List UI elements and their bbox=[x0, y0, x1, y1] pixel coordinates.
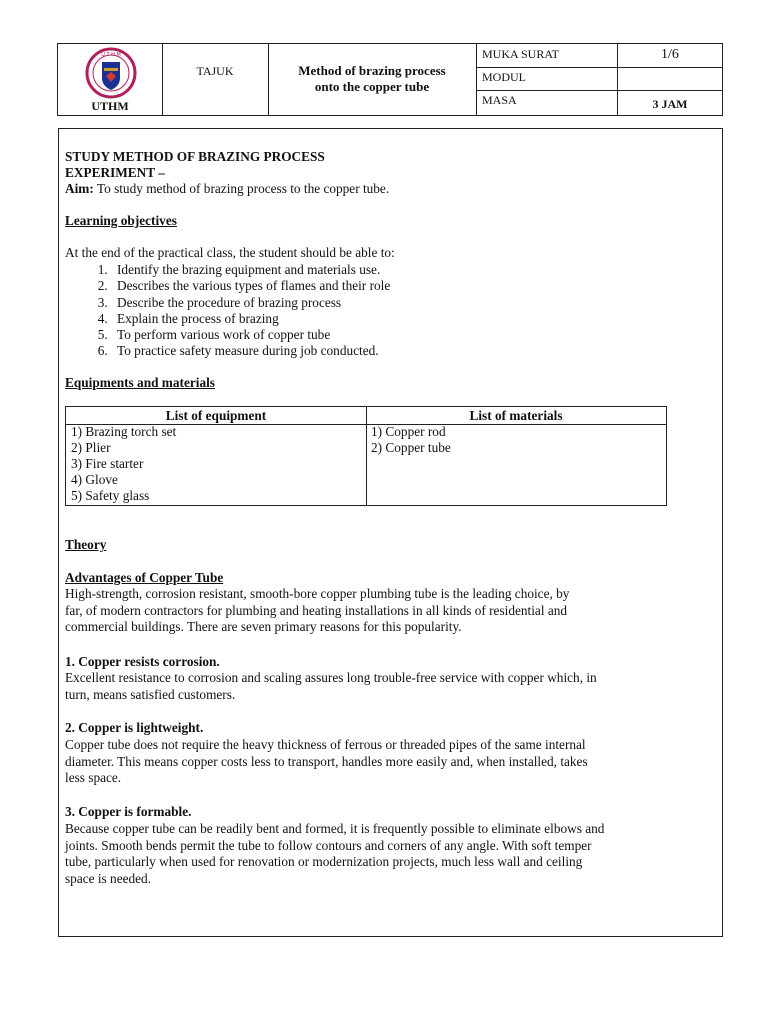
logo-cell bbox=[58, 44, 163, 115]
paragraph-line: less space. bbox=[65, 770, 122, 786]
meta-row-masa bbox=[476, 90, 722, 115]
title-cell bbox=[268, 44, 477, 115]
paragraph-line: joints. Smooth bends permit the tube to follow contours and corners of any angle. With soft temper bbox=[65, 837, 592, 853]
objectives-list bbox=[65, 262, 390, 360]
meta-label: MUKA SURAT bbox=[482, 47, 560, 61]
paragraph-line: space is needed. bbox=[65, 870, 152, 886]
paragraph-line: tube, particularly when used for renovation or modernization projects, much less wall and ceiling bbox=[65, 854, 583, 870]
document-header bbox=[57, 43, 723, 116]
meta-row-modul bbox=[476, 67, 722, 91]
paragraph-line: turn, means satisfied customers. bbox=[65, 686, 236, 702]
point1-paragraph bbox=[65, 670, 705, 703]
objective-item: 4. Explain the process of brazing bbox=[111, 311, 390, 327]
equipment-heading: Equipments and materials bbox=[65, 375, 215, 390]
point3-paragraph bbox=[65, 821, 705, 887]
point3-heading: 3. Copper is formable. bbox=[65, 804, 192, 819]
equipment-item: 2) Plier bbox=[71, 440, 111, 455]
material-item: 1) Copper rod bbox=[371, 424, 446, 439]
experiment-label: EXPERIMENT – bbox=[65, 165, 165, 180]
theory-heading: Theory bbox=[65, 537, 107, 552]
meta-value: 3 JAM bbox=[617, 90, 722, 115]
objective-item: 6. To practice safety measure during job conducted. bbox=[111, 343, 390, 359]
title-line-2: onto the copper tube bbox=[314, 79, 430, 94]
document-title bbox=[274, 63, 470, 95]
uthm-logo bbox=[84, 46, 138, 100]
equipment-item: 3) Fire starter bbox=[71, 456, 144, 471]
meta-label: MODUL bbox=[482, 70, 526, 84]
equipment-item: 5) Safety glass bbox=[71, 488, 150, 503]
point2-paragraph bbox=[65, 737, 705, 787]
aim-line bbox=[65, 181, 389, 198]
meta-cell bbox=[476, 44, 722, 115]
equipment-table bbox=[65, 406, 667, 506]
point1-heading: 1. Copper resists corrosion. bbox=[65, 654, 220, 669]
paragraph-line: far, of modern contractors for plumbing and heating installations in all kinds of residential and bbox=[65, 602, 568, 618]
materials-list bbox=[371, 424, 451, 456]
paragraph-line: High-strength, corrosion resistant, smooth-bore copper plumbing tube is the leading choice, by bbox=[65, 586, 570, 601]
tajuk-cell bbox=[162, 44, 269, 115]
document-heading: STUDY METHOD OF BRAZING PROCESS bbox=[65, 149, 325, 164]
equipment-item: 4) Glove bbox=[71, 472, 118, 487]
objectives-heading: Learning objectives bbox=[65, 213, 177, 228]
tajuk-label: TAJUK bbox=[196, 64, 234, 78]
advantages-heading: Advantages of Copper Tube bbox=[65, 570, 224, 585]
logo-caption: UTHM bbox=[91, 99, 129, 113]
paragraph-line: Because copper tube can be readily bent and formed, it is frequently possible to eliminate elbows and bbox=[65, 821, 605, 836]
materials-column bbox=[366, 407, 666, 505]
point2-heading: 2. Copper is lightweight. bbox=[65, 720, 204, 735]
advantages-paragraph bbox=[65, 586, 705, 636]
title-line-1: Method of brazing process bbox=[298, 63, 446, 78]
equipment-list bbox=[71, 424, 176, 504]
paragraph-line: diameter. This means copper costs less to transport, handles more easily and, when installed, takes bbox=[65, 753, 588, 769]
equipment-column bbox=[66, 407, 367, 505]
equipment-column-header: List of equipment bbox=[66, 407, 366, 425]
material-item: 2) Copper tube bbox=[371, 440, 451, 455]
objective-item: 3. Describe the procedure of brazing process bbox=[111, 295, 390, 311]
objectives-intro: At the end of the practical class, the student should be able to: bbox=[65, 245, 395, 260]
paragraph-line: Excellent resistance to corrosion and scaling assures long trouble-free service with copper which, in bbox=[65, 670, 597, 685]
equipment-item: 1) Brazing torch set bbox=[71, 424, 177, 439]
meta-label: MASA bbox=[482, 93, 517, 107]
meta-value: 1/6 bbox=[617, 44, 722, 67]
paragraph-line: commercial buildings. There are seven primary reasons for this popularity. bbox=[65, 619, 462, 635]
svg-text:U T H M: U T H M bbox=[101, 52, 121, 58]
objective-item: 5. To perform various work of copper tube bbox=[111, 327, 390, 343]
objective-item: 1. Identify the brazing equipment and materials use. bbox=[111, 262, 390, 278]
materials-column-header: List of materials bbox=[366, 407, 666, 425]
aim-label: Aim: bbox=[65, 181, 94, 196]
paragraph-line: Copper tube does not require the heavy thickness of ferrous or threaded pipes of the same internal bbox=[65, 737, 586, 752]
meta-row-muka-surat bbox=[476, 44, 722, 68]
aim-text: To study method of brazing process to the copper tube. bbox=[93, 181, 390, 196]
meta-value bbox=[617, 67, 722, 90]
objective-item: 2. Describes the various types of flames and their role bbox=[111, 278, 390, 294]
